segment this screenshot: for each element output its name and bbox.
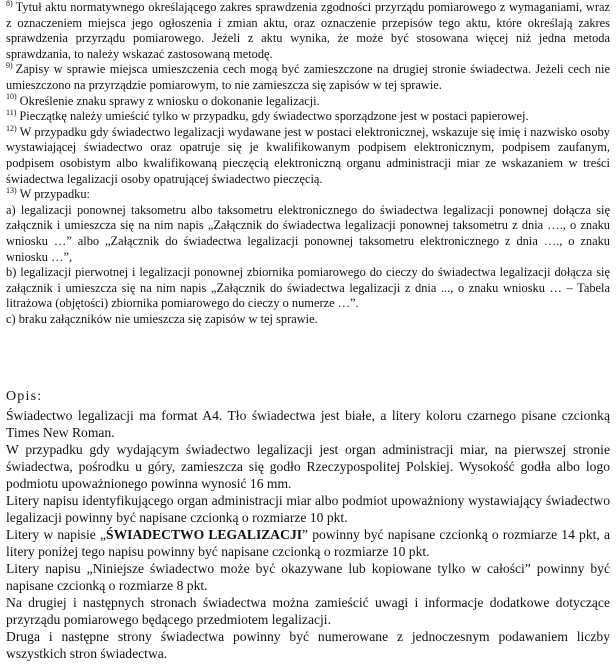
footnote-number: 13) [6,186,17,195]
footnote-text: Zapisy w sprawie miejsca umieszczenia cech mogą być zamieszczone na drugiej stronie świadectwa. Jeżeli cech nie umieszczono na przyrządzie pomiarowym, to nie zamieszcza się zapisów w tej sprawie. [6,62,610,92]
description-paragraph: Świadectwo legalizacji ma format A4. Tło świadectwa jest białe, a litery koloru czarnego pisane czcionką Times New Roman. [6,408,610,440]
footnote-text: W przypadku gdy świadectwo legalizacji wydawane jest w postaci elektronicznej, wskazuje się imię i nazwisko osoby wystawiającej świadectwo oraz opatruje się je kwalifikowanym podpisem elektronicznym, podpisem zaufanym, podpisem osobistym albo kwalifikowaną pieczęcią elektroniczną organu administracji miar ze wskazaniem w treści świadectwa legalizacji osoby opatrującej świadectwo pieczęcią. [6,124,610,186]
description-heading: Opis: [6,389,43,404]
footnote-number: 9) [6,61,13,71]
footnote-13 [6,187,610,203]
footnote-10 [6,94,610,110]
description-paragraph: Litery napisu identyfikującego organ administracji miar albo podmiot upoważniony wystawiający świadectwo legalizacji powinny być napisane czcionką o rozmiarze 10 pkt. [6,493,610,525]
document-page [6,0,610,661]
footnote-number: 10) [6,92,17,102]
text-fragment: Litery w napisie „ [6,527,107,542]
footnote-9 [6,62,610,93]
footnote-8 [6,0,610,62]
description-section [6,388,610,662]
description-paragraph [6,526,610,560]
footnote-13-item-b: b) legalizacji pierwotnej i legalizacji ponownej zbiornika pomiarowego do cieczy do świadectwa legalizacji dołącza się załącznik i umieszcza się na nim napis „Załącznik do świadectwa legalizacji z dnia ..., o znaku wniosku … – Tabela litrażowa (objętości) zbiornika pomiarowego do cieczy o numerze …”. [6,265,610,311]
text-fragment: ” powinny być napisane czcionką o rozmiarze 14 pkt, a litery poniżej tego napisu powinny być napisane czcionką o rozmiarze 10 pkt. [6,527,610,559]
footnote-13-item-c: c) braku załączników nie umieszcza się zapisów w tej sprawie. [6,311,318,326]
footnote-12 [6,125,610,187]
footnote-number: 12) [6,123,17,133]
footnote-text: Tytuł aktu normatywnego określającego zakres sprawdzenia zgodności przyrządu pomiarowego z wymaganiami, wraz z oznaczeniem miejsca jego ogłoszenia i zmian aktu, oraz oznaczenie przepisów tego aktu, które określają zakres sprawdzenia przyrządu pomiarowego. Jeżeli z aktu wynika, że może być stosowana więcej niż jedna metoda sprawdzania, to należy wskazać zastosowaną metodę. [6,0,610,61]
bold-title-text: ŚWIADECTWO LEGALIZACJI [106,527,303,542]
footnote-13-item-a: a) legalizacji ponownej taksometru albo taksometru elektronicznego do świadectwa legalizacji ponownej dołącza się załącznik i umieszcza się na nim napis „Załącznik do świadectwa legalizacji ponownej taksometru z dnia …., o znaku wniosku …” albo „Załącznik do świadectwa legalizacji ponownej taksometru elektronicznego z dnia …., o znaku wniosku …”, [6,202,610,264]
footnote-number: 8) [6,0,13,8]
footnote-11 [6,109,610,125]
footnote-text: Pieczątkę należy umieścić tylko w przypadku, gdy świadectwo sporządzone jest w postaci papierowej. [19,109,529,124]
footnote-text: Określenie znaku sprawy z wniosku o dokonanie legalizacji. [19,93,320,108]
footnote-number: 11) [6,108,17,118]
description-paragraph: Na drugiej i następnych stronach świadectwa można zamieścić uwagi i informacje dodatkowe dotyczące przyrządu pomiarowego będącego przedmiotem legalizacji. [6,595,610,627]
description-paragraph: W przypadku gdy wydającym świadectwo legalizacji jest organ administracji miar, na pierwszej stronie świadectwa, pośrodku u góry, zamieszcza się godło Rzeczypospolitej Polskiej. Wysokość godła albo logo podmiotu upoważnionego powinna wynosić 16 mm. [6,442,610,491]
footnote-text: W przypadku: [19,187,90,202]
description-paragraph: Litery napisu „Niniejsze świadectwo może być okazywane lub kopiowane tylko w całości” powinny być napisane czcionką o rozmiarze 8 pkt. [6,561,610,593]
description-paragraph: Druga i następne strony świadectwa powinny być numerowane z jednoczesnym podawaniem liczby wszystkich stron świadectwa. [6,629,610,661]
